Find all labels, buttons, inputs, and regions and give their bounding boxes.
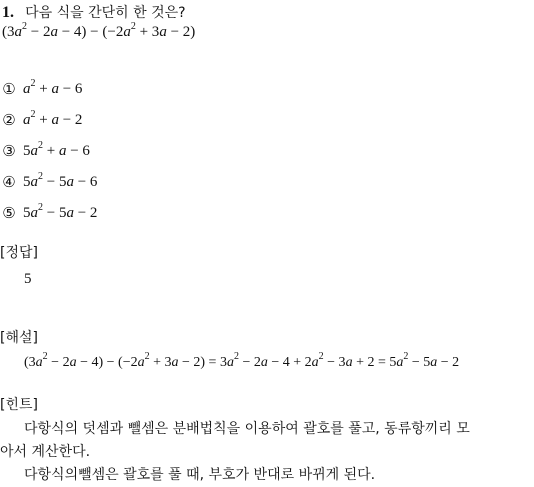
question-expression: $(3a^2 - 2a - 4) - (-2a^2 + 3a - 2)$ [2, 21, 196, 40]
choice-mark: ② [2, 111, 16, 129]
choice-mark: ④ [2, 173, 16, 191]
choice-expression: $5a^2 + a - 6$ [23, 140, 90, 159]
choice-mark: ① [2, 80, 16, 98]
choice-expression: $5a^2 - 5a - 6$ [23, 171, 98, 190]
answer-value: 5 [24, 271, 32, 287]
question-header [2, 4, 186, 21]
question-prompt: 다음 식을 간단히 한 것은? [25, 5, 186, 21]
hint-label: [힌트] [0, 397, 38, 413]
explanation-expression: $(3a^2 - 2a - 4) - (-2a^2 + 3a - 2) = 3a^2 - 2a - 4 + 2a^2 - 3a + 2 = 5a^2 - 5a - 2$ [24, 351, 460, 370]
hint-line-1: 다항식의 덧셈과 뺄셈은 분배법칙을 이용하여 괄호를 풀고, 동류항끼리 모 [24, 421, 470, 437]
hint-line-3: 다항식의뺄셈은 괄호를 풀 때, 부호가 반대로 바뀌게 된다. [24, 467, 376, 483]
choice-expression: $a^2 + a - 2$ [23, 109, 83, 128]
choice-mark: ③ [2, 142, 16, 160]
answer-label: [정답] [0, 245, 38, 261]
explanation-label: [해설] [0, 330, 38, 346]
choice-expression: $5a^2 - 5a - 2$ [23, 202, 98, 221]
question-number: 1. [2, 4, 14, 21]
hint-line-2: 아서 계산한다. [0, 444, 91, 460]
choice-mark: ⑤ [2, 204, 16, 222]
choice-expression: $a^2 + a - 6$ [23, 78, 83, 97]
